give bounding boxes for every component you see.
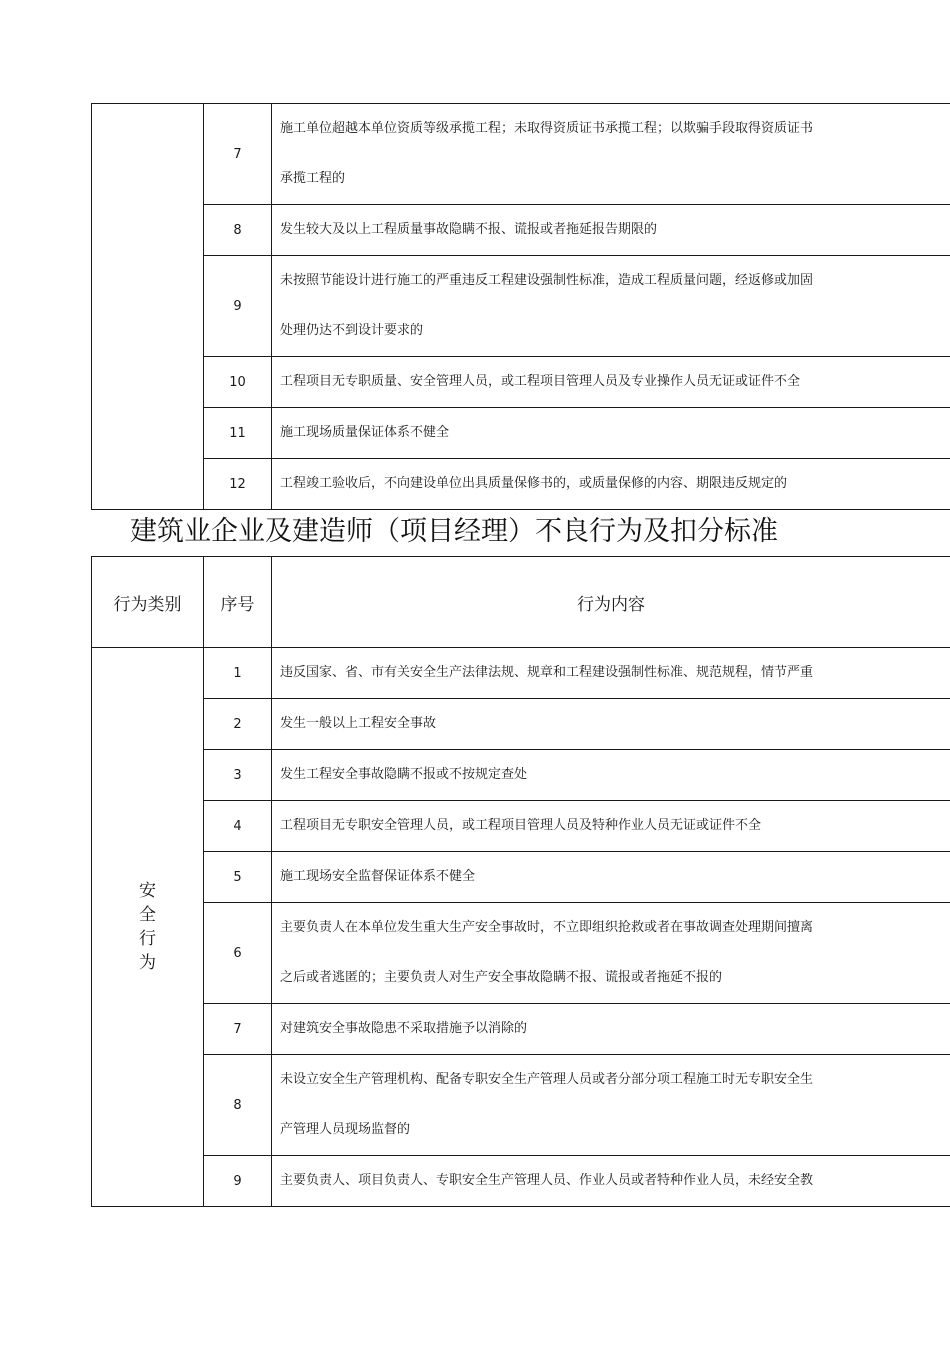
row-content-line: 施工单位超越本单位资质等级承揽工程；未取得资质证书承揽工程；以欺骗手段取得资质证书 bbox=[280, 121, 814, 136]
row-content-line: 违反国家、省、市有关安全生产法律法规、规章和工程建设强制性标准、规范规程，情节严重 bbox=[280, 665, 814, 680]
row-number: 3 bbox=[204, 750, 272, 801]
header-category: 行为类别 bbox=[92, 557, 204, 648]
row-content-line: 未设立安全生产管理机构、配备专职安全生产管理人员或者分部分项工程施工时无专职安全生 bbox=[280, 1072, 814, 1087]
category-cell-empty bbox=[92, 104, 204, 510]
row-content bbox=[272, 459, 950, 510]
row-content bbox=[272, 801, 950, 852]
row-content bbox=[272, 1156, 950, 1207]
row-number: 1 bbox=[204, 648, 272, 699]
row-content bbox=[272, 648, 950, 699]
table-row bbox=[92, 408, 950, 459]
row-number: 9 bbox=[204, 256, 272, 357]
row-content-line: 施工现场质量保证体系不健全 bbox=[280, 425, 450, 440]
row-number: 5 bbox=[204, 852, 272, 903]
category-label: 安全行为 bbox=[139, 881, 156, 973]
row-content bbox=[272, 357, 950, 408]
table-row bbox=[92, 205, 950, 256]
quality-behavior-table-continued bbox=[91, 103, 950, 510]
row-number: 12 bbox=[204, 459, 272, 510]
safety-behavior-table bbox=[91, 556, 950, 1207]
row-number: 4 bbox=[204, 801, 272, 852]
table-header-row bbox=[92, 557, 950, 648]
table-row bbox=[92, 1055, 950, 1156]
row-content bbox=[272, 1004, 950, 1055]
row-content-line: 发生较大及以上工程质量事故隐瞒不报、谎报或者拖延报告期限的 bbox=[280, 222, 658, 237]
row-content bbox=[272, 1055, 950, 1156]
row-content-line: 工程项目无专职质量、安全管理人员，或工程项目管理人员及专业操作人员无证或证件不全 bbox=[280, 374, 801, 389]
table-row bbox=[92, 903, 950, 1004]
row-number: 7 bbox=[204, 104, 272, 205]
row-number: 9 bbox=[204, 1156, 272, 1207]
row-number: 11 bbox=[204, 408, 272, 459]
row-content bbox=[272, 699, 950, 750]
row-number: 7 bbox=[204, 1004, 272, 1055]
table-row bbox=[92, 648, 950, 699]
row-content bbox=[272, 205, 950, 256]
row-content bbox=[272, 750, 950, 801]
table-row bbox=[92, 801, 950, 852]
table-row bbox=[92, 104, 950, 205]
row-content-line: 施工现场安全监督保证体系不健全 bbox=[280, 869, 476, 884]
row-content-line: 发生工程安全事故隐瞒不报或不按规定查处 bbox=[280, 767, 528, 782]
section-title: 建筑业企业及建造师（项目经理）不良行为及扣分标准 bbox=[130, 516, 778, 547]
row-content-line: 主要负责人在本单位发生重大生产安全事故时，不立即组织抢救或者在事故调查处理期间擅离 bbox=[280, 920, 814, 935]
row-content-line: 未按照节能设计进行施工的严重违反工程建设强制性标准，造成工程质量问题，经返修或加固 bbox=[280, 273, 814, 288]
table-row bbox=[92, 1004, 950, 1055]
table-row bbox=[92, 459, 950, 510]
row-content bbox=[272, 104, 950, 205]
row-content-line: 发生一般以上工程安全事故 bbox=[280, 716, 437, 731]
row-content bbox=[272, 408, 950, 459]
table-row bbox=[92, 1156, 950, 1207]
row-content bbox=[272, 852, 950, 903]
row-content bbox=[272, 256, 950, 357]
row-number: 2 bbox=[204, 699, 272, 750]
row-number: 10 bbox=[204, 357, 272, 408]
table-row bbox=[92, 699, 950, 750]
row-content-line: 产管理人员现场监督的 bbox=[280, 1122, 411, 1137]
row-content-line: 对建筑安全事故隐患不采取措施予以消除的 bbox=[280, 1021, 528, 1036]
row-number: 6 bbox=[204, 903, 272, 1004]
row-content bbox=[272, 903, 950, 1004]
row-content-line: 主要负责人、项目负责人、专职安全生产管理人员、作业人员或者特种作业人员，未经安全教 bbox=[280, 1173, 814, 1188]
category-cell bbox=[92, 648, 204, 1207]
table-row bbox=[92, 256, 950, 357]
row-number: 8 bbox=[204, 1055, 272, 1156]
row-content-line: 处理仍达不到设计要求的 bbox=[280, 323, 424, 338]
row-content-line: 之后或者逃匿的；主要负责人对生产安全事故隐瞒不报、谎报或者拖延不报的 bbox=[280, 970, 723, 985]
table-row bbox=[92, 852, 950, 903]
header-content: 行为内容 bbox=[272, 557, 950, 648]
row-content-line: 工程竣工验收后，不向建设单位出具质量保修书的，或质量保修的内容、期限违反规定的 bbox=[280, 476, 788, 491]
row-number: 8 bbox=[204, 205, 272, 256]
row-content-line: 工程项目无专职安全管理人员，或工程项目管理人员及特种作业人员无证或证件不全 bbox=[280, 818, 762, 833]
row-content-line: 承揽工程的 bbox=[280, 171, 346, 186]
header-number: 序号 bbox=[204, 557, 272, 648]
table-row bbox=[92, 357, 950, 408]
table-row bbox=[92, 750, 950, 801]
